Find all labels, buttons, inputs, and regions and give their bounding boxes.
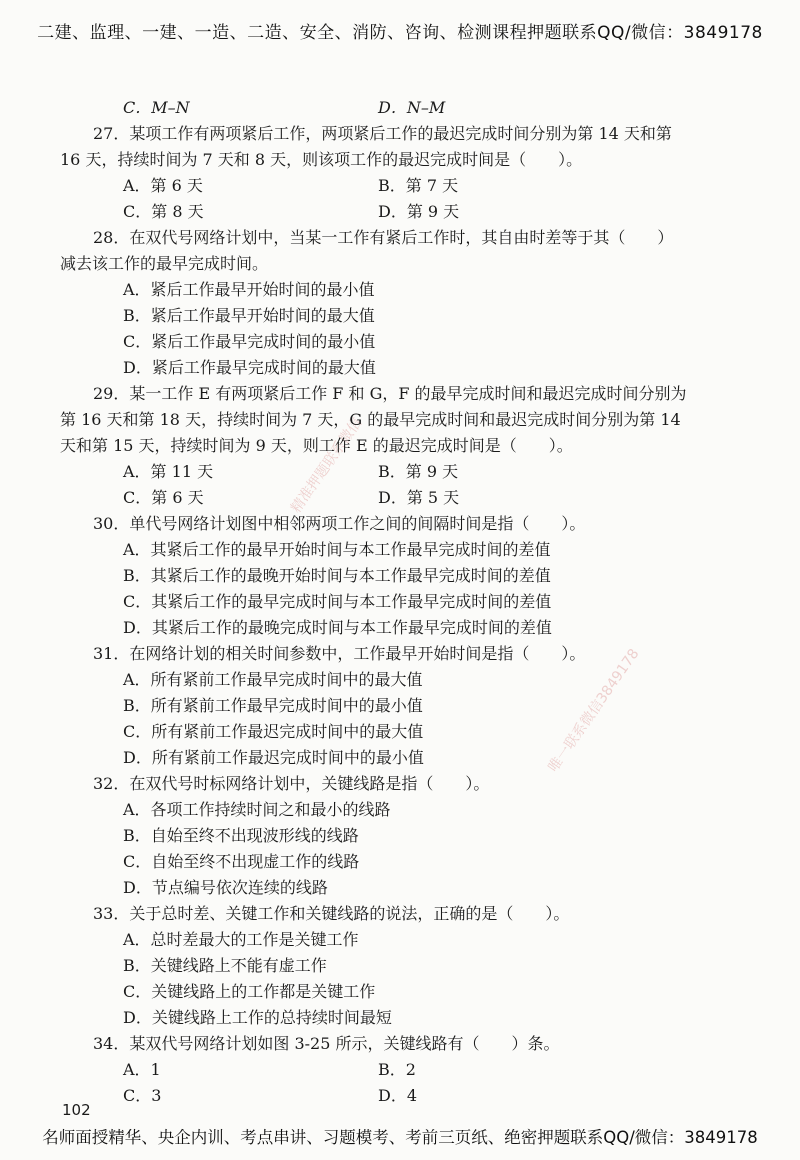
- option-a: A．各项工作持续时间之和最小的线路: [123, 800, 391, 819]
- q28-stem-line1: 28．在双代号网络计划中，当某一工作有紧后工作时，其自由时差等于其（ ）: [93, 228, 674, 247]
- option-c: C．第 8 天: [123, 202, 204, 221]
- watermark-2: 唯一联系微信3849178: [545, 646, 643, 776]
- q32-stem: 32．在双代号时标网络计划中，关键线路是指（ ）。: [93, 774, 490, 793]
- option-d: D．第 9 天: [378, 202, 460, 221]
- option-b: B．所有紧前工作最早完成时间中的最小值: [123, 696, 423, 715]
- q29-options-ab: [60, 459, 740, 485]
- q26-options-cd: [60, 95, 740, 121]
- option-b: B．第 7 天: [378, 176, 459, 195]
- option-c: C．所有紧前工作最迟完成时间中的最大值: [123, 722, 424, 741]
- q28-stem-line2: 减去该工作的最早完成时间。: [60, 254, 269, 273]
- q34-options-ab: [60, 1057, 740, 1083]
- option-b: B．第 9 天: [378, 462, 459, 481]
- option-a: A．第 6 天: [123, 176, 203, 195]
- option-b: B．关键线路上不能有虚工作: [123, 956, 327, 975]
- q34-options-cd: [60, 1083, 740, 1109]
- q29-options-cd: [60, 485, 740, 511]
- option-a: A．1: [123, 1060, 161, 1079]
- q29-stem-line2: 第 16 天和第 18 天，持续时间为 7 天，G 的最早完成时间和最迟完成时间分别为第 14: [60, 410, 681, 429]
- q27-options-ab: [60, 173, 740, 199]
- option-a: A．紧后工作最早开始时间的最小值: [123, 280, 375, 299]
- option-c: C．关键线路上的工作都是关键工作: [123, 982, 376, 1001]
- option-b: B．2: [378, 1060, 416, 1079]
- q29-stem-line3: 天和第 15 天，持续时间为 9 天，则工作 E 的最迟完成时间是（ ）。: [60, 436, 573, 455]
- option-c: C．3: [123, 1086, 162, 1105]
- option-b: B．其紧后工作的最晚开始时间与本工作最早完成时间的差值: [123, 566, 551, 585]
- option-d: D．N–M: [378, 98, 446, 117]
- option-a: A．所有紧前工作最早完成时间中的最大值: [123, 670, 423, 689]
- option-a: A．其紧后工作的最早开始时间与本工作最早完成时间的差值: [123, 540, 551, 559]
- option-a: A．第 11 天: [123, 462, 214, 481]
- option-a: A．总时差最大的工作是关键工作: [123, 930, 359, 949]
- q30-stem: 30．单代号网络计划图中相邻两项工作之间的间隔时间是指（ ）。: [93, 514, 586, 533]
- option-c: C．第 6 天: [123, 488, 204, 507]
- option-d: D．所有紧前工作最迟完成时间中的最小值: [123, 748, 424, 767]
- page-number: 102: [62, 1101, 91, 1119]
- option-d: D．第 5 天: [378, 488, 460, 507]
- option-c: C．自始至终不出现虚工作的线路: [123, 852, 360, 871]
- option-c: C．紧后工作最早完成时间的最小值: [123, 332, 376, 351]
- q27-options-cd: [60, 199, 740, 225]
- question-list: [60, 95, 740, 1109]
- option-d: D．紧后工作最早完成时间的最大值: [123, 358, 376, 377]
- option-d: D．关键线路上工作的总持续时间最短: [123, 1008, 392, 1027]
- option-c: C．其紧后工作的最早完成时间与本工作最早完成时间的差值: [123, 592, 552, 611]
- option-b: B．紧后工作最早开始时间的最大值: [123, 306, 375, 325]
- q31-stem: 31．在网络计划的相关时间参数中，工作最早开始时间是指（ ）。: [93, 644, 586, 663]
- option-b: B．自始至终不出现波形线的线路: [123, 826, 359, 845]
- option-d: D．节点编号依次连续的线路: [123, 878, 328, 897]
- q27-stem-line2: 16 天，持续时间为 7 天和 8 天，则该项工作的最迟完成时间是（ ）。: [60, 150, 583, 169]
- q33-stem: 33．关于总时差、关键工作和关键线路的说法，正确的是（ ）。: [93, 904, 570, 923]
- q34-stem: 34．某双代号网络计划如图 3-25 所示，关键线路有（ ）条。: [93, 1034, 560, 1053]
- watermark-1: 精准押题联系微信: [288, 415, 366, 517]
- option-d: D．4: [378, 1086, 418, 1105]
- page-footer: 名师面授精华、央企内训、考点串讲、习题模考、考前三页纸、绝密押题联系QQ/微信：3849178: [42, 1128, 758, 1147]
- q27-stem-line1: 27．某项工作有两项紧后工作，两项紧后工作的最迟完成时间分别为第 14 天和第: [93, 124, 672, 143]
- option-d: D．其紧后工作的最晚完成时间与本工作最早完成时间的差值: [123, 618, 552, 637]
- q29-stem-line1: 29．某一工作 E 有两项紧后工作 F 和 G，F 的最早完成时间和最迟完成时间分别为: [93, 384, 687, 403]
- page-header: 二建、监理、一建、一造、二造、安全、消防、咨询、检测课程押题联系QQ/微信：3849178: [37, 23, 763, 43]
- option-c: C．M–N: [123, 98, 190, 117]
